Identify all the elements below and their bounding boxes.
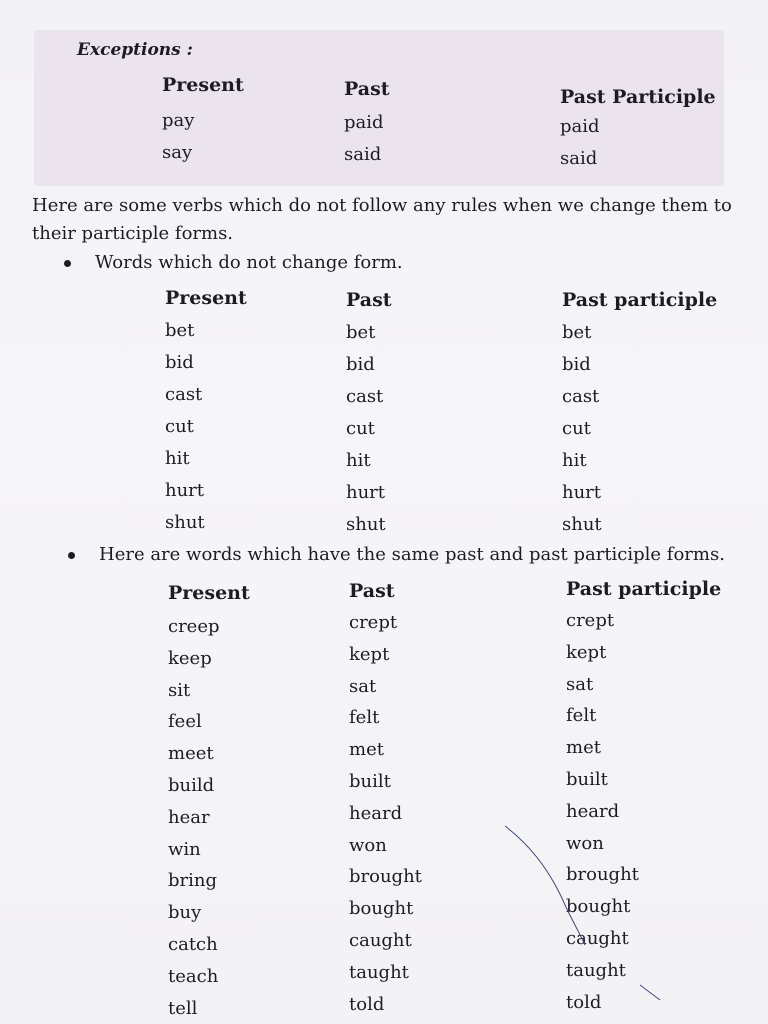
same-past-cell: taught (349, 961, 409, 983)
no-change-header-1: Past (346, 289, 392, 311)
same-past-cell: sat (349, 675, 377, 697)
same-past-cell: heard (349, 802, 403, 824)
same-past-header-1: Past (349, 580, 395, 602)
exceptions-cell: pay (162, 110, 195, 131)
exceptions-cell: say (162, 142, 193, 163)
exceptions-cell: said (560, 148, 598, 169)
same-past-cell: sit (168, 679, 191, 701)
same-past-cell: caught (566, 928, 629, 949)
same-past-cell: creep (168, 616, 220, 637)
no-change-cell: cut (562, 418, 591, 439)
same-past-cell: win (168, 838, 201, 860)
no-change-header-2: Past participle (562, 289, 718, 311)
same-past-cell: build (168, 775, 215, 796)
exceptions-cell: paid (560, 116, 600, 137)
same-past-cell: told (566, 991, 602, 1013)
same-past-cell: won (349, 834, 387, 856)
no-change-cell: cut (346, 418, 375, 439)
exceptions-header-0: Present (162, 74, 244, 96)
same-past-cell: bought (566, 896, 631, 918)
no-change-cell: bid (346, 354, 375, 375)
same-past-header-0: Present (168, 582, 250, 604)
no-change-cell: bid (562, 354, 591, 375)
same-past-cell: caught (349, 930, 412, 951)
same-past-cell: tell (168, 997, 198, 1019)
same-past-cell: catch (168, 934, 218, 955)
exceptions-title: Exceptions : (77, 40, 193, 60)
bullet-dot (64, 260, 71, 267)
same-past-header-2: Past participle (566, 578, 722, 600)
no-change-cell: bet (346, 322, 376, 343)
no-change-cell: hurt (562, 482, 602, 503)
same-past-cell: brought (566, 864, 639, 886)
same-past-cell: met (566, 737, 601, 759)
exceptions-cell: said (344, 144, 382, 165)
no-change-cell: bet (562, 322, 592, 343)
no-change-cell: cast (562, 386, 600, 407)
same-past-cell: crept (566, 610, 615, 631)
same-past-cell: felt (566, 705, 597, 727)
no-change-cell: shut (562, 514, 602, 535)
bullet-dot (68, 552, 75, 559)
same-past-cell: bought (349, 898, 414, 920)
same-past-cell: buy (168, 902, 202, 924)
same-past-cell: met (349, 739, 384, 761)
no-change-cell: hit (165, 448, 190, 469)
same-past-cell: teach (168, 965, 219, 987)
same-past-cell: taught (566, 959, 626, 981)
intro-paragraph: Here are some verbs which do not follow any rules when we change them to their participle forms. (32, 195, 732, 244)
no-change-cell: cast (165, 384, 203, 405)
same-past-cell: crept (349, 612, 398, 633)
no-change-cell: bid (165, 352, 194, 373)
no-change-cell: bet (165, 320, 195, 341)
bullet-same-past (68, 544, 725, 565)
same-past-cell: won (566, 832, 604, 854)
bullet-no-change (64, 252, 403, 273)
exceptions-header-1: Past (344, 78, 390, 100)
same-past-cell: feel (168, 711, 202, 733)
same-past-cell: hear (168, 806, 210, 828)
same-past-cell: built (566, 769, 608, 790)
same-past-cell: sat (566, 673, 594, 695)
same-past-cell: built (349, 771, 391, 792)
same-past-cell: brought (349, 866, 422, 888)
no-change-cell: hurt (165, 480, 205, 501)
same-past-cell: meet (168, 743, 214, 765)
same-past-cell: bring (168, 870, 217, 892)
same-past-cell: told (349, 993, 385, 1015)
same-past-cell: heard (566, 800, 620, 822)
bullet-same-past-text: Here are words which have the same past and past participle forms. (99, 544, 725, 565)
no-change-cell: cast (346, 386, 384, 407)
no-change-cell: hit (562, 450, 587, 471)
same-past-cell: keep (168, 647, 212, 669)
no-change-cell: shut (165, 512, 205, 533)
no-change-cell: hurt (346, 482, 386, 503)
no-change-cell: shut (346, 514, 386, 535)
same-past-cell: kept (349, 643, 390, 665)
no-change-cell: hit (346, 450, 371, 471)
same-past-cell: felt (349, 707, 380, 729)
no-change-header-0: Present (165, 287, 247, 309)
exceptions-header-2: Past Participle (560, 86, 716, 108)
bullet-no-change-text: Words which do not change form. (95, 252, 403, 273)
no-change-cell: cut (165, 416, 194, 437)
exceptions-cell: paid (344, 112, 384, 133)
same-past-cell: kept (566, 641, 607, 663)
